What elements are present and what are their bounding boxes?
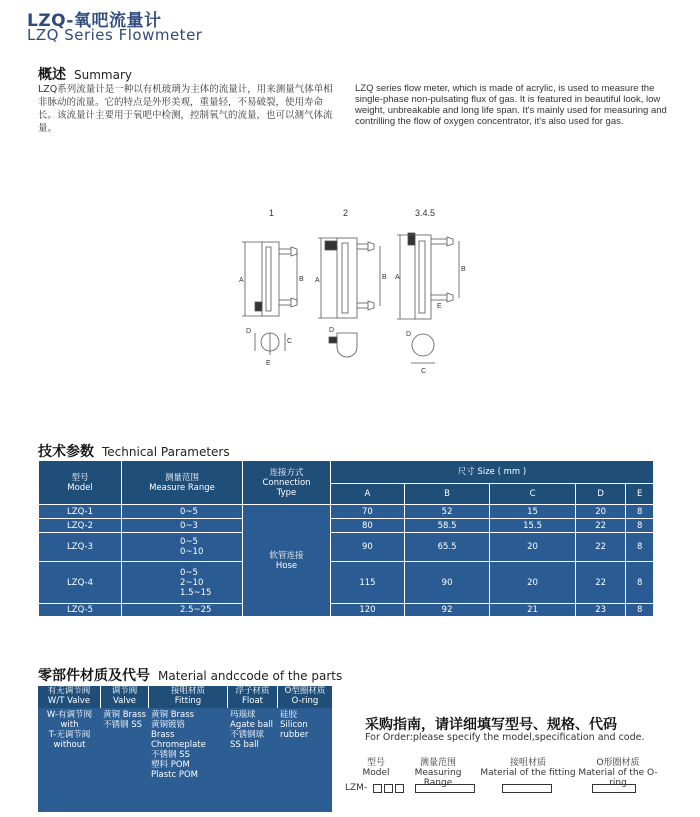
cell-range: 2.5~25 bbox=[122, 604, 243, 617]
cell-d: 20 bbox=[575, 505, 626, 519]
dim-d-3: D bbox=[406, 331, 412, 338]
flowmeter-2-drawing bbox=[318, 238, 380, 357]
tech-heading-en: Technical Parameters bbox=[102, 445, 230, 459]
order-oring-box[interactable] bbox=[592, 784, 636, 793]
tech-table bbox=[38, 460, 654, 617]
th-b: B bbox=[404, 484, 489, 505]
cell-c: 20 bbox=[490, 533, 575, 562]
parts-col-fitting: 黄铜 Brass 黄铜镀铬 Brass Chromeplate 不锈钢 SS 塑料 POM Plastc POM bbox=[151, 710, 206, 780]
cell-range: 0~5 bbox=[122, 505, 243, 519]
parts-header-valve: 调节阀 Valve bbox=[101, 686, 149, 708]
dim-b-1: B bbox=[299, 276, 304, 283]
order-code-box-1[interactable] bbox=[373, 784, 382, 793]
th-size: 尺寸 Size ( mm ) bbox=[331, 461, 654, 484]
dim-b-2: B bbox=[382, 274, 387, 281]
cell-b: 92 bbox=[404, 604, 489, 617]
summary-heading-en: Summary bbox=[74, 68, 132, 82]
th-c: C bbox=[490, 484, 575, 505]
page-title: LZQ-氧吧流量计 bbox=[27, 11, 162, 31]
summary-heading bbox=[38, 64, 132, 84]
dim-b-3: B bbox=[461, 266, 466, 273]
cell-range: 0~5 0~10 bbox=[122, 533, 243, 562]
cell-range: 0~3 bbox=[122, 519, 243, 533]
order-label-oring: O形圈材质 Material of the O-ring bbox=[578, 758, 658, 788]
order-code-prefix: LZM- bbox=[345, 783, 368, 793]
table-row bbox=[39, 519, 654, 533]
summary-text-cn: LZQ系列流量计是一种以有机玻璃为主体的流量计，用来测量气体单相非脉动的流量。它的特点是外形美观，重量轻，不易破裂，使用寿命长。该流量计主要用于氧吧中检测，控制氧气的流量，也可以测气体流量。 bbox=[38, 84, 333, 134]
cell-c: 15 bbox=[490, 505, 575, 519]
dim-e-1: E bbox=[266, 360, 271, 367]
diagram-label-2: 2 bbox=[343, 208, 349, 218]
order-fitting-box[interactable] bbox=[502, 784, 552, 793]
parts-heading-en: Material andccode of the parts bbox=[158, 669, 343, 683]
tech-heading bbox=[38, 441, 230, 461]
parts-col-valve: 黄铜 Brass 不锈钢 SS bbox=[103, 710, 147, 730]
parts-table bbox=[38, 686, 332, 812]
cell-a: 120 bbox=[331, 604, 405, 617]
summary-heading-cn: 概述 bbox=[38, 67, 66, 83]
parts-heading bbox=[38, 665, 342, 685]
dim-c-3: C bbox=[421, 368, 427, 375]
summary-text-en: LZQ series flow meter, which is made of acrylic, is used to measure the single-phase non-pulsating flux of gas. It is featured in beautiful look, low weight, unbreakable and long life span. It's mainly used for measuring and contrilling the flow of oxygen concentrator, it's also used for gas. bbox=[355, 83, 667, 127]
parts-col-valve-option: W-有调节阀 with T-无调节阀 without bbox=[46, 710, 93, 750]
diagram-label-3: 3.4.5 bbox=[415, 208, 436, 218]
dim-d-2: D bbox=[329, 327, 335, 334]
parts-col-oring: 硅胶 Silicon rubber bbox=[280, 710, 309, 740]
table-row bbox=[39, 604, 654, 617]
table-row bbox=[39, 533, 654, 562]
order-label-fitting: 接咀材质 Material of the fitting bbox=[480, 758, 576, 778]
table-row bbox=[39, 562, 654, 604]
cell-model: LZQ-2 bbox=[39, 519, 122, 533]
cell-c: 15.5 bbox=[490, 519, 575, 533]
cell-d: 22 bbox=[575, 562, 626, 604]
dim-a-1: A bbox=[239, 277, 244, 284]
cell-c: 21 bbox=[490, 604, 575, 617]
th-d: D bbox=[575, 484, 626, 505]
cell-connection: 软管连接 Hose bbox=[243, 505, 331, 617]
parts-header-oring: O型圈材质 O-ring bbox=[278, 686, 332, 708]
page-subtitle: LZQ Series Flowmeter bbox=[27, 26, 203, 44]
order-label-model: 型号 Model bbox=[362, 758, 390, 778]
dim-d-1: D bbox=[246, 328, 252, 335]
order-subtitle: For Order:please specify the model,specification and code. bbox=[365, 732, 645, 743]
parts-header-fitting: 接咀材质 Fitting bbox=[149, 686, 228, 708]
th-connection: 连接方式 Connection Type bbox=[243, 461, 331, 505]
cell-d: 22 bbox=[575, 519, 626, 533]
table-row bbox=[39, 505, 654, 519]
dim-e-3: E bbox=[437, 303, 442, 310]
cell-e: 8 bbox=[626, 505, 654, 519]
tech-heading-cn: 技术参数 bbox=[38, 444, 94, 460]
diagram-label-1: 1 bbox=[269, 208, 275, 218]
dimension-diagram bbox=[225, 205, 485, 380]
cell-e: 8 bbox=[626, 533, 654, 562]
cell-c: 20 bbox=[490, 562, 575, 604]
cell-b: 52 bbox=[404, 505, 489, 519]
order-range-box[interactable] bbox=[415, 784, 475, 793]
cell-d: 23 bbox=[575, 604, 626, 617]
th-a: A bbox=[331, 484, 405, 505]
cell-b: 90 bbox=[404, 562, 489, 604]
cell-a: 90 bbox=[331, 533, 405, 562]
cell-model: LZQ-5 bbox=[39, 604, 122, 617]
cell-model: LZQ-1 bbox=[39, 505, 122, 519]
cell-e: 8 bbox=[626, 519, 654, 533]
th-model: 型号 Model bbox=[39, 461, 122, 505]
parts-header-valve-option: 有无调节阀 W/T Valve bbox=[38, 686, 101, 708]
order-label-range: 测量范围 Measuring Range bbox=[414, 758, 462, 788]
parts-col-float: 玛瑙球 Agate ball 不锈钢球 SS ball bbox=[230, 710, 274, 750]
dim-a-2: A bbox=[315, 277, 320, 284]
order-code-box-3[interactable] bbox=[395, 784, 404, 793]
cell-b: 65.5 bbox=[404, 533, 489, 562]
dim-c-1: C bbox=[287, 338, 293, 345]
order-code-box-2[interactable] bbox=[384, 784, 393, 793]
th-e: E bbox=[626, 484, 654, 505]
cell-d: 22 bbox=[575, 533, 626, 562]
parts-heading-cn: 零部件材质及代号 bbox=[38, 668, 150, 684]
order-title: 采购指南，请详细填写型号、规格、代码 bbox=[365, 717, 617, 733]
parts-header-float: 浮子材质 Float bbox=[228, 686, 278, 708]
th-range: 测量范围 Measure Range bbox=[122, 461, 243, 505]
cell-e: 8 bbox=[626, 604, 654, 617]
dim-a-3: A bbox=[395, 274, 400, 281]
cell-model: LZQ-4 bbox=[39, 562, 122, 604]
cell-b: 58.5 bbox=[404, 519, 489, 533]
cell-a: 115 bbox=[331, 562, 405, 604]
flowmeter-3-drawing bbox=[397, 233, 459, 363]
cell-range: 0~5 2~10 1.5~15 bbox=[122, 562, 243, 604]
cell-a: 80 bbox=[331, 519, 405, 533]
cell-model: LZQ-3 bbox=[39, 533, 122, 562]
cell-a: 70 bbox=[331, 505, 405, 519]
cell-e: 8 bbox=[626, 562, 654, 604]
